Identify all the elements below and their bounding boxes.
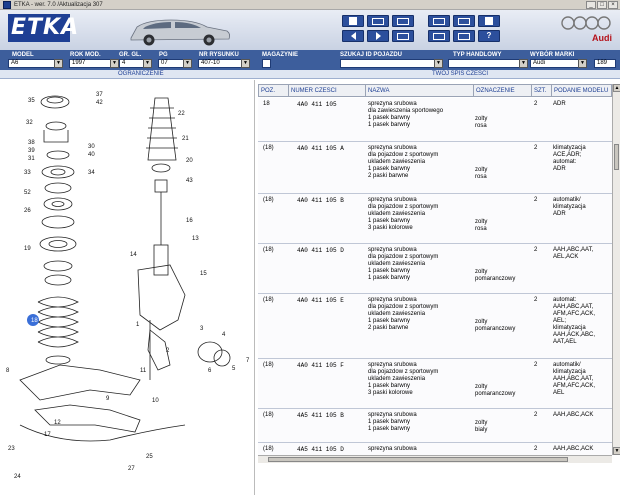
minimize-button[interactable]: _ <box>586 1 596 9</box>
pg-dropdown-icon[interactable]: ▼ <box>183 59 192 68</box>
table-row[interactable] <box>258 98 612 142</box>
svg-text:10: 10 <box>152 398 159 404</box>
cell-ozn: zolty rosa <box>475 167 488 180</box>
cell-poz: (18) <box>263 362 274 368</box>
svg-text:20: 20 <box>186 158 193 164</box>
wybor-marki-label: WYBÓR MARKI <box>530 52 575 58</box>
car-image <box>125 12 235 48</box>
cell-name: sprezyna srubowa dla pojazdow z sportowym ukladem zawieszenia 1 pasek barwny 3 paski kolorowe <box>368 362 439 396</box>
svg-text:40: 40 <box>88 152 95 158</box>
col-nazwa[interactable]: NAZWA <box>366 85 474 97</box>
page-number-field[interactable]: 189 <box>594 59 616 68</box>
typ-handlowy-label: TYP HANDLOWY <box>453 52 502 58</box>
wybor-marki-field[interactable]: Audi <box>530 59 579 68</box>
svg-text:42: 42 <box>96 100 103 106</box>
cell-ozn: zolty pomaranczowy <box>475 319 516 332</box>
table-row[interactable] <box>258 142 612 194</box>
window-titlebar <box>0 0 620 10</box>
cell-num: 4A0 411 105 A <box>297 145 344 152</box>
section-label-bar <box>0 70 620 79</box>
cell-pod: automatik/ klimatyzacja ADR <box>553 197 586 217</box>
pg-label: PG <box>159 52 168 58</box>
table-horizontal-scrollbar[interactable] <box>258 455 612 463</box>
table-row[interactable] <box>258 244 612 294</box>
cell-szt: 2 <box>534 362 538 368</box>
table-row[interactable] <box>258 194 612 244</box>
svg-text:26: 26 <box>24 208 31 214</box>
calendar-icon[interactable] <box>428 30 450 42</box>
model-field[interactable]: A6 <box>8 59 55 68</box>
svg-text:13: 13 <box>192 236 199 242</box>
table-row[interactable] <box>258 294 612 359</box>
h-scroll-thumb[interactable] <box>268 457 568 462</box>
col-poz[interactable]: POZ. <box>259 85 289 97</box>
cell-num: 4A0 411 105 B <box>297 197 344 204</box>
window-controls <box>586 1 618 9</box>
cell-poz: (18) <box>263 412 274 418</box>
col-podanie[interactable]: PODANIE MODELU <box>554 88 609 94</box>
svg-text:17: 17 <box>44 432 51 438</box>
svg-text:4: 4 <box>222 332 226 338</box>
nr-rysunku-field[interactable]: 407-10 <box>198 59 242 68</box>
cell-name: sprezyna srubowa 1 pasek barwny 1 pasek barwny <box>368 412 417 432</box>
cell-poz: (18) <box>263 197 274 203</box>
svg-text:8: 8 <box>6 368 10 374</box>
forward-icon[interactable] <box>367 30 389 42</box>
table-row[interactable] <box>258 359 612 409</box>
svg-text:15: 15 <box>200 271 207 277</box>
svg-text:16: 16 <box>186 218 193 224</box>
svg-text:35: 35 <box>28 98 35 104</box>
szukaj-field[interactable] <box>340 59 435 68</box>
szukaj-label: SZUKAJ ID POJAZDU <box>340 52 403 58</box>
monitor-icon[interactable] <box>453 30 475 42</box>
cell-name: sprezyna srubowa dla pojazdow z sportowym ukladem zawieszenia 1 pasek barwny 2 paski barwne <box>368 297 439 331</box>
svg-text:21: 21 <box>182 136 189 142</box>
svg-text:7: 7 <box>246 358 250 364</box>
cell-pod: automat: AAH,ABC,AAT, AFM,AFC,ACK, AEL; klimatyzacja AAH,ACK,ABC, AAT,AEL <box>553 297 596 345</box>
restriction-label[interactable]: OGRANICZENIE <box>118 71 164 77</box>
rok-mod-label: ROK MOD. <box>70 52 101 58</box>
svg-text:34: 34 <box>88 170 95 176</box>
cell-poz: (18) <box>263 145 274 151</box>
cell-num: 4A5 411 105 D <box>297 446 344 453</box>
etka-logo: ETKA <box>8 14 70 42</box>
app-header <box>0 10 620 50</box>
col-oznaczenie[interactable]: OZNACZENIE <box>474 85 532 97</box>
cell-ozn: zolty pomaranczowy <box>475 384 516 397</box>
cell-szt: 2 <box>534 247 538 253</box>
cell-pod: AAH,ABC,ACK <box>553 412 594 418</box>
svg-text:32: 32 <box>26 120 33 126</box>
audi-wordmark: Audi <box>592 33 612 43</box>
svg-text:31: 31 <box>28 156 35 162</box>
svg-text:9: 9 <box>106 396 110 402</box>
gr-gl-dropdown-icon[interactable]: ▼ <box>143 59 152 68</box>
gr-gl-label: GR. GL. <box>119 52 142 58</box>
wybor-marki-dropdown-icon[interactable]: ▼ <box>578 59 587 68</box>
svg-text:37: 37 <box>96 92 103 98</box>
cell-pod: AAH,ABC,ACK <box>553 446 594 452</box>
svg-text:52: 52 <box>24 190 31 196</box>
parts-list-icon[interactable] <box>342 15 364 27</box>
print-icon[interactable] <box>367 15 389 27</box>
cell-ozn: zolty rosa <box>475 116 488 129</box>
cell-num: 4A0 411 105 F <box>297 362 344 369</box>
svg-text:2: 2 <box>166 348 170 354</box>
nr-rysunku-label: NR RYSUNKU <box>199 52 239 58</box>
svg-text:14: 14 <box>130 252 137 258</box>
search-icon[interactable] <box>392 30 414 42</box>
svg-text:18: 18 <box>31 318 38 324</box>
rok-mod-dropdown-icon[interactable]: ▼ <box>110 59 119 68</box>
svg-text:5: 5 <box>232 366 236 372</box>
cell-ozn: zolty bialy <box>475 420 488 433</box>
pg-field[interactable]: 07 <box>158 59 184 68</box>
cell-szt: 2 <box>534 446 538 452</box>
cell-szt: 2 <box>534 145 538 151</box>
svg-text:1: 1 <box>136 322 140 328</box>
svg-text:38: 38 <box>28 140 35 146</box>
maximize-button[interactable]: □ <box>597 1 607 9</box>
table-vertical-scrollbar[interactable] <box>612 84 620 455</box>
vehicle-fields-bar <box>0 50 620 70</box>
cell-poz: (18) <box>263 247 274 253</box>
svg-text:39: 39 <box>28 148 35 154</box>
cell-poz: (18) <box>263 297 274 303</box>
svg-text:19: 19 <box>24 246 31 252</box>
cell-szt: 2 <box>534 197 538 203</box>
parts-diagram[interactable] <box>0 80 255 495</box>
cell-szt: 2 <box>534 297 538 303</box>
parts-list-label: TWÓJ SPIS CZESCI <box>432 71 489 77</box>
rok-mod-field[interactable]: 1997 <box>69 59 111 68</box>
nr-rysunku-dropdown-icon[interactable]: ▼ <box>241 59 250 68</box>
typ-handlowy-dropdown-icon[interactable]: ▼ <box>519 59 528 68</box>
help-icon[interactable]: ? <box>478 30 500 42</box>
magazynie-label: MAGAZYNIE <box>262 52 298 58</box>
cell-poz: 18 <box>263 101 270 107</box>
cell-name: sprezyna srubowa dla zawieszenia sportowego 1 pasek barwny 1 pasek barwny <box>368 101 444 128</box>
svg-text:12: 12 <box>54 420 61 426</box>
cell-name: sprezyna srubowa dla pojazdow z sportowym ukladem zawieszenia 1 pasek barwny 3 paski kolorowe <box>368 197 439 231</box>
cell-szt: 2 <box>534 101 538 107</box>
cell-pod: klimatyzacja ACE,ADR; automat: ADR <box>553 145 586 172</box>
svg-text:3: 3 <box>200 326 204 332</box>
typ-handlowy-field[interactable] <box>448 59 520 68</box>
main-toolbar <box>342 15 502 43</box>
notes-icon[interactable] <box>392 15 414 27</box>
back-icon[interactable] <box>342 30 364 42</box>
bottom-area <box>255 463 620 495</box>
model-dropdown-icon[interactable]: ▼ <box>54 59 63 68</box>
svg-text:6: 6 <box>208 368 212 374</box>
scroll-down-icon[interactable]: ▼ <box>614 448 620 454</box>
cell-szt: 2 <box>534 412 538 418</box>
app-icon <box>3 1 11 9</box>
magazynie-checkbox[interactable] <box>262 59 271 68</box>
cell-name: sprezyna srubowa dla pojazdow z sportowym ukladem zawieszenia 1 pasek barwny 1 pasek barwny <box>368 247 439 281</box>
cell-name: sprezyna srubowa <box>368 446 417 452</box>
svg-text:11: 11 <box>140 368 147 374</box>
table-row[interactable] <box>258 443 612 455</box>
svg-text:24: 24 <box>14 474 21 480</box>
svg-text:22: 22 <box>178 111 185 117</box>
cell-num: 4A5 411 105 B <box>297 412 344 419</box>
svg-text:30: 30 <box>88 144 95 150</box>
svg-text:33: 33 <box>24 170 31 176</box>
audi-logo <box>560 16 612 43</box>
close-button[interactable]: × <box>608 1 618 9</box>
cell-pod: automatik/ klimatyzacja AAH,ABC,AAT, AFM,AFC,ACK, AEL <box>553 362 596 396</box>
col-szt[interactable]: SZT. <box>532 85 552 97</box>
audi-rings-icon <box>560 16 612 30</box>
diagram-callouts[interactable] <box>6 92 250 480</box>
scroll-up-icon[interactable]: ▲ <box>614 85 620 91</box>
svg-text:27: 27 <box>128 466 135 472</box>
cell-pod: ADR <box>553 101 566 107</box>
svg-text:23: 23 <box>8 446 15 452</box>
cell-pod: AAH,ABC,AAT, AEL,ACK <box>553 247 594 260</box>
scroll-thumb[interactable] <box>614 144 619 170</box>
suspension-drawing[interactable] <box>0 80 255 495</box>
model-label: MODEL <box>12 52 34 58</box>
cell-name: sprezyna srubowa dla pojazdow z sportowym ukladem zawieszenia 1 pasek barwny 2 paski barwne <box>368 145 439 179</box>
table-row[interactable] <box>258 409 612 443</box>
svg-text:43: 43 <box>186 178 193 184</box>
parts-table <box>258 84 612 455</box>
gr-gl-field[interactable]: 4 <box>119 59 144 68</box>
szukaj-dropdown-icon[interactable]: ▼ <box>434 59 443 68</box>
grid-icon[interactable] <box>428 15 450 27</box>
col-numer[interactable]: NUMER CZESCI <box>289 85 366 97</box>
settings-icon[interactable] <box>478 15 500 27</box>
cell-ozn: zolty pomaranczowy <box>475 269 516 282</box>
cell-num: 4A0 411 105 D <box>297 247 344 254</box>
image-icon[interactable] <box>453 15 475 27</box>
cell-num: 4A0 411 105 E <box>297 297 344 304</box>
cell-poz: (18) <box>263 446 274 452</box>
svg-text:25: 25 <box>146 454 153 460</box>
cell-num: 4A0 411 105 <box>297 101 337 108</box>
cell-ozn: zolty rosa <box>475 219 488 232</box>
window-title: ETKA - wer. 7.0 /Aktualizacja 307 <box>14 1 103 8</box>
table-header <box>258 84 612 97</box>
